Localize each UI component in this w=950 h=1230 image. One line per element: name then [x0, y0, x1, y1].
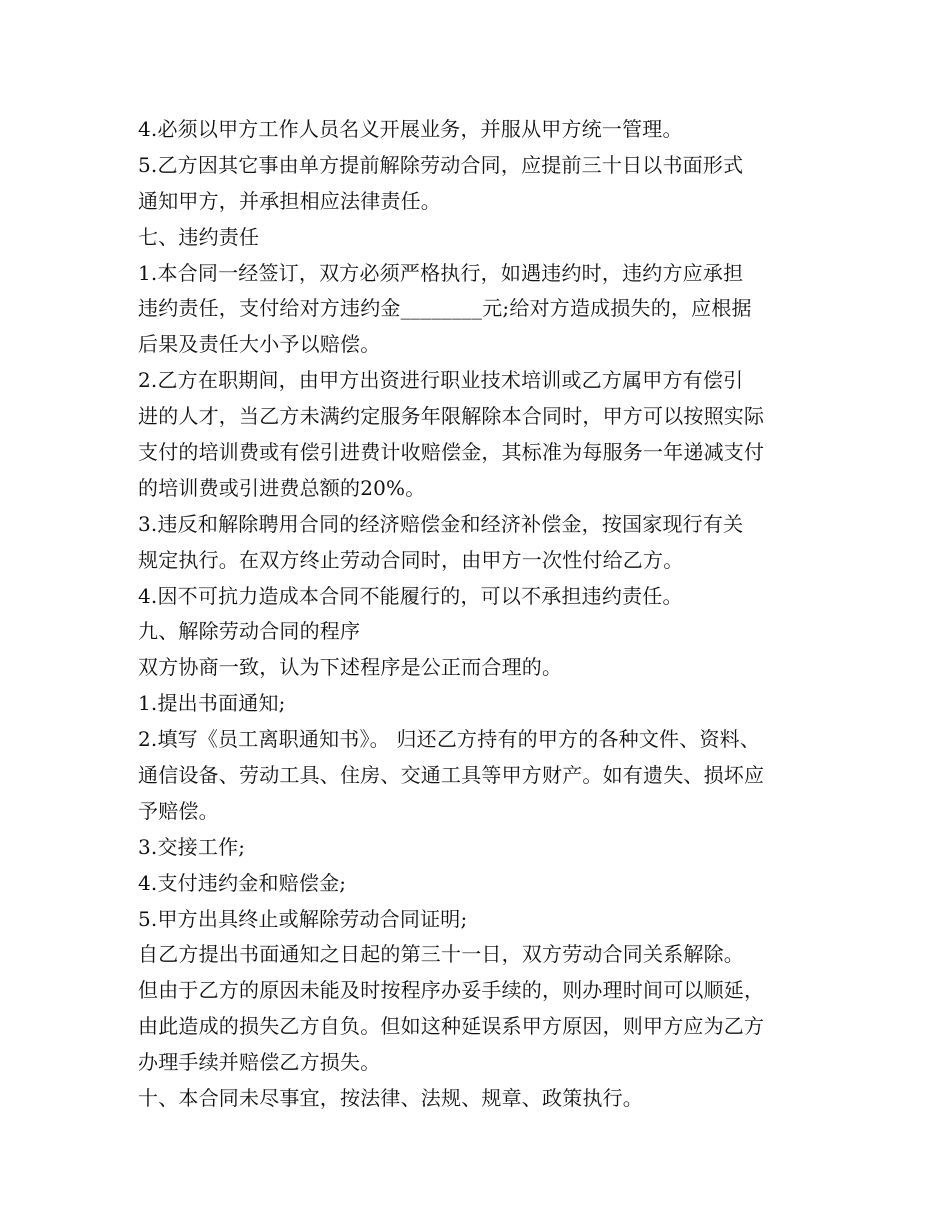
document-page: [138, 112, 828, 1117]
text-line: 违约责任，支付给对方违约金________元;给对方造成损失的，应根据: [138, 296, 752, 321]
text-line: 规定执行。在双方终止劳动合同时，由甲方一次性付给乙方。: [138, 547, 684, 572]
text-line: 3.违反和解除聘用合同的经济赔偿金和经济补偿金，按国家现行有关: [138, 511, 744, 536]
text-line: 4.因不可抗力造成本合同不能履行的，可以不承担违约责任。: [138, 583, 683, 608]
section-heading: 十、本合同未尽事宜，按法律、法规、规章、政策执行。: [138, 1086, 643, 1111]
section-heading: 九、解除劳动合同的程序: [138, 619, 361, 644]
text-line: 自乙方提出书面通知之日起的第三十一日，双方劳动合同关系解除。: [138, 942, 744, 967]
text-line: 2.乙方在职期间，由甲方出资进行职业技术培训或乙方属甲方有偿引: [138, 368, 744, 393]
text-line: 通知甲方，并承担相应法律责任。: [138, 188, 441, 213]
text-line: 2.填写《员工离职通知书》。 归还乙方持有的甲方的各种文件、资料、: [138, 727, 761, 752]
text-line: 5.乙方因其它事由单方提前解除劳动合同，应提前三十日以书面形式: [138, 152, 744, 177]
text-line: 办理手续并赔偿乙方损失。: [138, 1050, 381, 1075]
text-line: 5.甲方出具终止或解除劳动合同证明;: [138, 906, 468, 931]
text-line: 4.支付违约金和赔偿金;: [138, 870, 347, 895]
text-line: 支付的培训费或有偿引进费计收赔偿金，其标准为每服务一年递减支付: [138, 440, 765, 465]
section-heading: 七、违约责任: [138, 224, 260, 249]
text-line: 进的人才，当乙方未满约定服务年限解除本合同时，甲方可以按照实际: [138, 404, 765, 429]
text-line: 双方协商一致，认为下述程序是公正而合理的。: [138, 655, 563, 680]
text-line: 通信设备、劳动工具、住房、交通工具等甲方财产。如有遗失、损坏应: [138, 763, 765, 788]
text-line: 后果及责任大小予以赔偿。: [138, 332, 381, 357]
text-line: 由此造成的损失乙方自负。但如这种延误系甲方原因，则甲方应为乙方: [138, 1014, 765, 1039]
text-line: 4.必须以甲方工作人员名义开展业务，并服从甲方统一管理。: [138, 117, 683, 141]
text-line: 1.提出书面通知;: [138, 691, 286, 716]
text-line: 的培训费或引进费总额的20%。: [138, 475, 426, 500]
text-line: 予赔偿。: [138, 798, 219, 823]
text-line: 1.本合同一经签订，双方必须严格执行，如遇违约时，违约方应承担: [138, 260, 744, 285]
text-line: 3.交接工作;: [138, 834, 246, 859]
text-line: 但由于乙方的原因未能及时按程序办妥手续的，则办理时间可以顺延，: [138, 978, 765, 1003]
